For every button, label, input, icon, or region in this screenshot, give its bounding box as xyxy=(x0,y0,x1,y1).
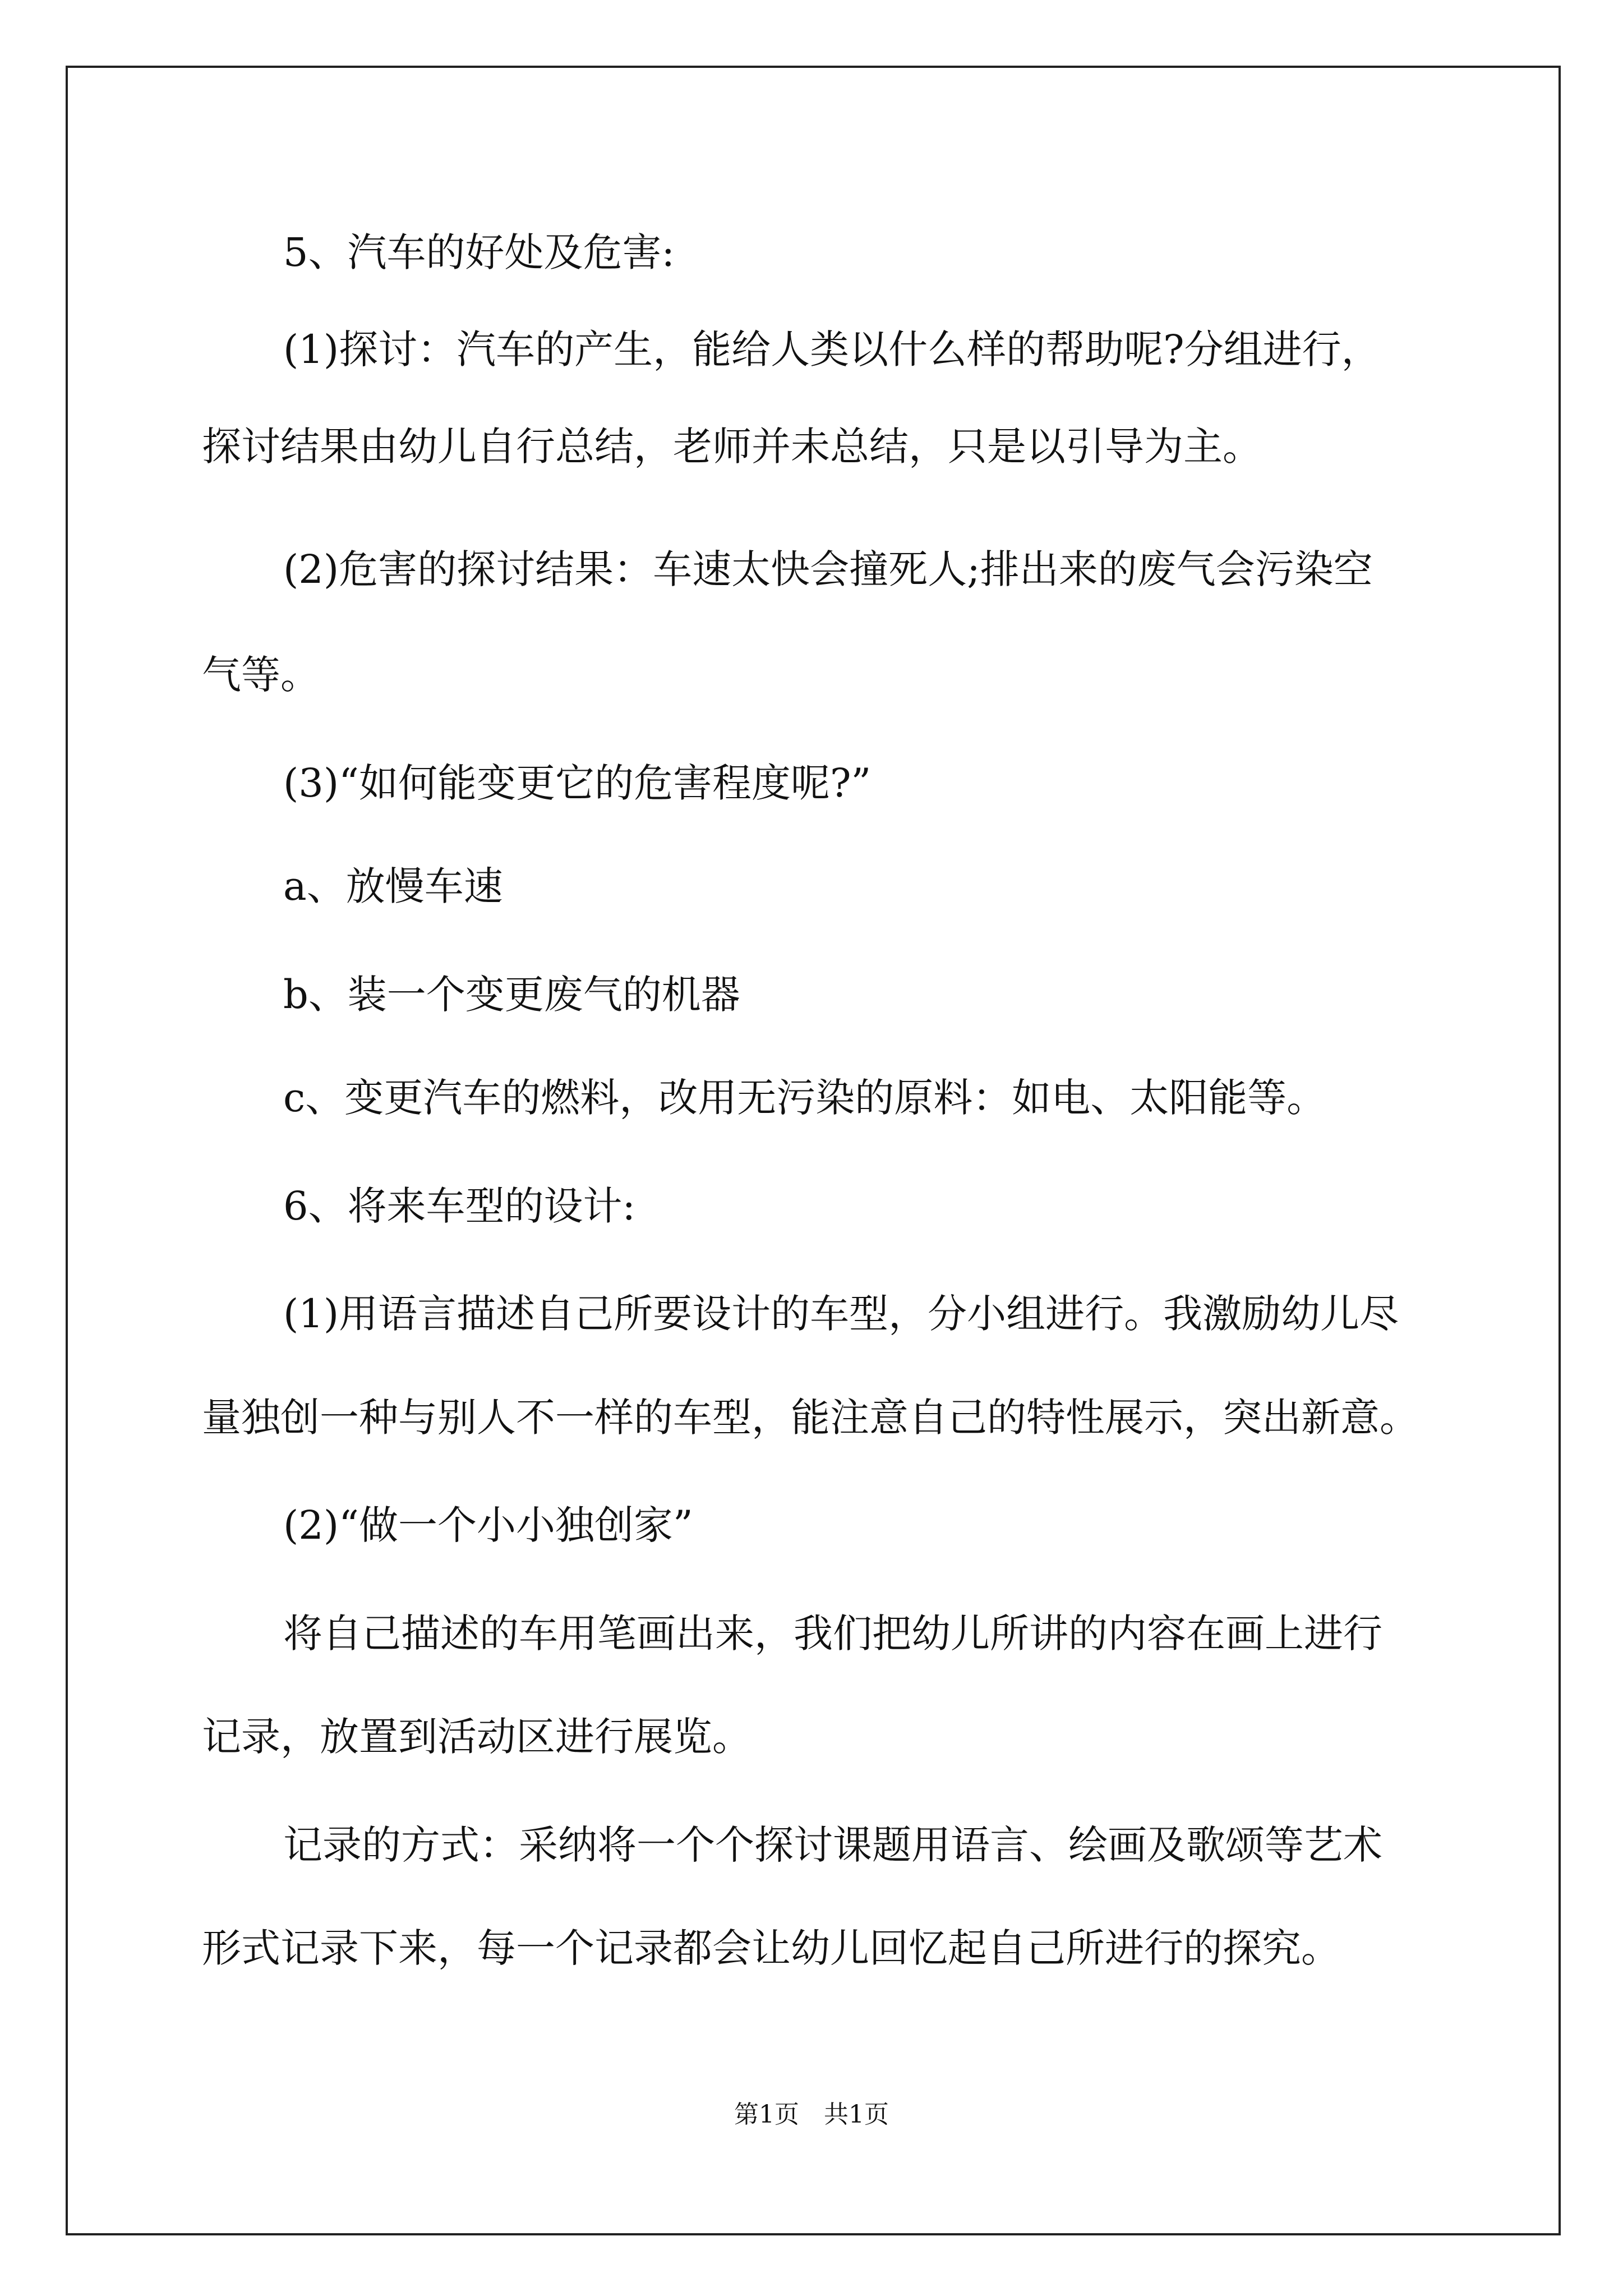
page-number-footer: 第1页 共1页 xyxy=(734,2100,889,2129)
text-line: 形式记录下来，每一个记录都会让幼儿回忆起自己所进行的探究。 xyxy=(202,1925,1340,1971)
text-line: 气等。 xyxy=(202,652,320,698)
text-line: a、放慢车速 xyxy=(283,863,503,909)
text-line: (1)探讨：汽车的产生，能给人类以什么样的帮助呢?分组进行， xyxy=(283,326,1381,372)
text-line: 记录的方式：采纳将一个个探讨课题用语言、绘画及歌颂等艺术 xyxy=(283,1822,1382,1868)
text-line: 探讨结果由幼儿自行总结，老师并未总结，只是以引导为主。 xyxy=(202,424,1262,470)
text-line: 5、汽车的好处及危害: xyxy=(283,229,675,275)
text-line: 记录，放置到活动区进行展览。 xyxy=(202,1714,751,1760)
text-line: b、装一个变更废气的机器 xyxy=(283,972,740,1018)
text-line: (2)“做一个小小独创家” xyxy=(283,1502,693,1548)
text-line: 将自己描述的车用笔画出来，我们把幼儿所讲的内容在画上进行 xyxy=(283,1611,1382,1657)
text-line: (2)危害的探讨结果：车速太快会撞死人;排出来的废气会污染空 xyxy=(283,546,1373,592)
page-border xyxy=(66,66,1561,2235)
text-line: (1)用语言描述自己所要设计的车型，分小组进行。我激励幼儿尽 xyxy=(283,1291,1399,1337)
text-line: 6、将来车型的设计: xyxy=(283,1183,636,1229)
text-line: 量独创一种与别人不一样的车型，能注意自己的特性展示，突出新意。 xyxy=(202,1395,1419,1441)
text-line: (3)“如何能变更它的危害程度呢?” xyxy=(283,760,872,806)
text-line: c、变更汽车的燃料，改用无污染的原料：如电、太阳能等。 xyxy=(283,1075,1326,1121)
